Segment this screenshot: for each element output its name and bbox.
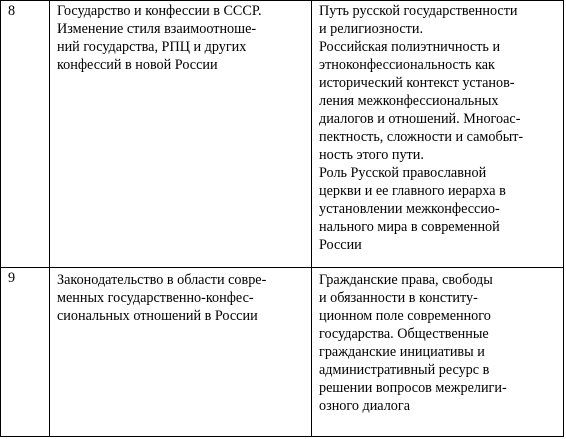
theme-line: Изменение стиля взаимоотноше- bbox=[57, 21, 257, 37]
row-number-cell bbox=[1, 1, 50, 268]
content-line: государства. Общественные bbox=[319, 326, 489, 342]
theme-line: сиональных отношений в России bbox=[57, 308, 258, 324]
content-paragraph bbox=[319, 38, 557, 164]
content-line: ления межконфессиональных bbox=[319, 93, 499, 109]
row-number: 8 bbox=[8, 3, 16, 19]
theme-line: Законодательство в области совре- bbox=[57, 272, 267, 288]
content-line: административный ресурс в bbox=[319, 362, 490, 378]
content-line: Роль Русской православной bbox=[319, 165, 487, 181]
row-number-cell bbox=[1, 268, 50, 437]
content-line: России bbox=[319, 237, 362, 253]
row-number: 9 bbox=[8, 270, 16, 286]
content-line: ность этого пути. bbox=[319, 147, 424, 163]
content-line: Гражданские права, свободы bbox=[319, 272, 493, 288]
theme-cell bbox=[50, 268, 312, 437]
content-line: озного диалога bbox=[319, 398, 411, 414]
content-line: нального мира в современной bbox=[319, 219, 500, 235]
content-line: Путь русской государственности bbox=[319, 3, 518, 19]
theme-cell bbox=[50, 1, 312, 268]
content-cell bbox=[312, 268, 564, 437]
content-line: гражданские инициативы и bbox=[319, 344, 485, 360]
content-line: церкви и ее главного иерарха в bbox=[319, 183, 506, 199]
content-line: и обязанности в конститу- bbox=[319, 290, 478, 306]
content-paragraph bbox=[319, 164, 557, 254]
theme-line: Государство и конфессии в СССР. bbox=[57, 3, 262, 19]
content-line: ционном поле современного bbox=[319, 308, 491, 324]
theme-line: ний государства, РПЦ и других bbox=[57, 39, 247, 55]
theme-line: менных государственно-конфес- bbox=[57, 290, 254, 306]
content-line: этноконфессиональность как bbox=[319, 57, 495, 73]
table-row bbox=[1, 1, 564, 268]
content-line: диалогов и отношений. Многоас- bbox=[319, 111, 521, 127]
content-line: пектность, сложности и самобыт- bbox=[319, 129, 524, 145]
content-line: исторический контекст установ- bbox=[319, 75, 515, 91]
content-line: и религиозности. bbox=[319, 21, 423, 37]
theme-line: конфессий в новой России bbox=[57, 57, 218, 73]
content-line: решении вопросов межрелиги- bbox=[319, 380, 507, 396]
content-paragraph bbox=[319, 271, 557, 415]
content-line: Российская полиэтничность и bbox=[319, 39, 501, 55]
content-line: установлении межконфессио- bbox=[319, 201, 500, 217]
table-row bbox=[1, 268, 564, 437]
content-cell bbox=[312, 1, 564, 268]
content-paragraph bbox=[319, 2, 557, 38]
